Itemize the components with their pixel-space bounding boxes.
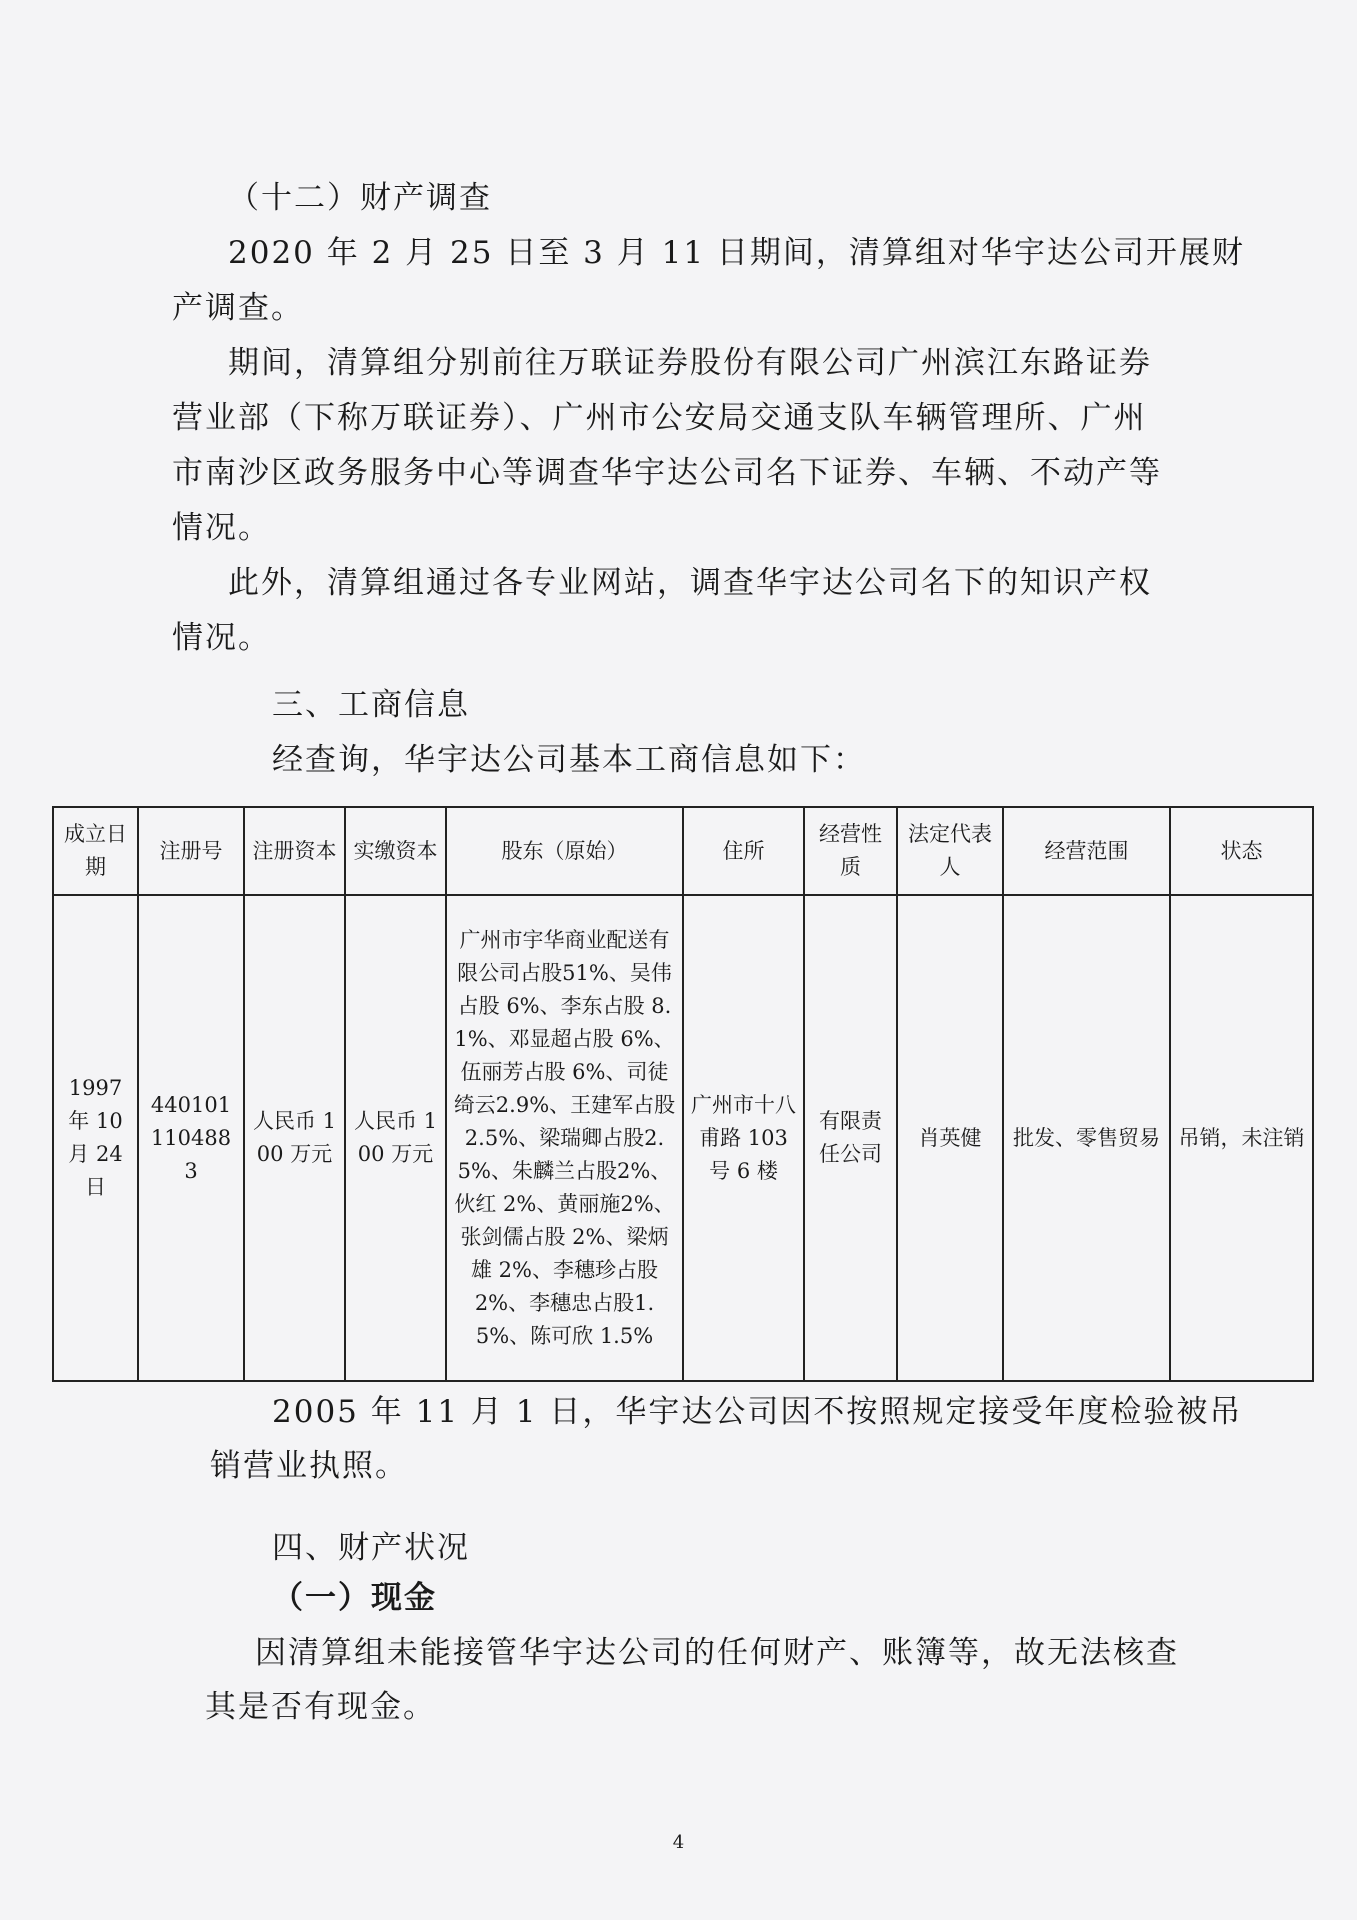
- header-paid-capital: 实缴资本: [345, 807, 446, 895]
- header-legal-rep: 法定代表人: [897, 807, 1003, 895]
- cell-legal-rep: 肖英健: [897, 895, 1003, 1381]
- paragraph-line: 销营业执照。: [210, 1448, 408, 1484]
- header-shareholders: 股东（原始）: [446, 807, 683, 895]
- page-number: 4: [672, 1832, 685, 1853]
- paragraph-line: 市南沙区政务服务中心等调查华宇达公司名下证券、车辆、不动产等: [172, 455, 1162, 491]
- section-4-heading: 四、财产状况: [272, 1530, 470, 1566]
- section-12-heading: （十二）财产调查: [228, 180, 492, 216]
- cell-reg-capital: 人民币 100 万元: [244, 895, 345, 1381]
- paragraph-line: 因清算组未能接管华宇达公司的任何财产、账簿等，故无法核查: [255, 1635, 1179, 1671]
- paragraph-line: 期间，清算组分别前往万联证券股份有限公司广州滨江东路证券: [228, 345, 1152, 381]
- cell-scope: 批发、零售贸易: [1003, 895, 1170, 1381]
- cell-reg-no: 440101110488 3: [138, 895, 244, 1381]
- cell-nature: 有限责任公司: [804, 895, 897, 1381]
- header-reg-no: 注册号: [138, 807, 244, 895]
- business-info-table: [52, 806, 1314, 1382]
- header-address: 住所: [683, 807, 804, 895]
- table-intro: 经查询，华宇达公司基本工商信息如下：: [272, 742, 866, 778]
- cell-address: 广州市十八甫路 103 号 6 楼: [683, 895, 804, 1381]
- paragraph-line: 情况。: [172, 510, 271, 546]
- paragraph-line: 2005 年 11 月 1 日，华宇达公司因不按照规定接受年度检验被吊: [272, 1394, 1243, 1430]
- paragraph-line: 情况。: [172, 620, 271, 656]
- paragraph-line: 营业部（下称万联证券）、广州市公安局交通支队车辆管理所、广州: [172, 400, 1147, 436]
- header-established-date: 成立日期: [53, 807, 138, 895]
- paragraph-line: 此外，清算组通过各专业网站，调查华宇达公司名下的知识产权: [228, 565, 1152, 601]
- header-reg-capital: 注册资本: [244, 807, 345, 895]
- paragraph-line: 2020 年 2 月 25 日至 3 月 11 日期间，清算组对华宇达公司开展财: [228, 235, 1245, 271]
- table-header-row: [53, 807, 1313, 895]
- header-status: 状态: [1170, 807, 1313, 895]
- header-scope: 经营范围: [1003, 807, 1170, 895]
- cell-paid-capital: 人民币 100 万元: [345, 895, 446, 1381]
- paragraph-line: 产调查。: [172, 290, 304, 326]
- table-row: [53, 895, 1313, 1381]
- cell-shareholders: 广州市宇华商业配送有限公司占股51%、吴伟占股 6%、李东占股 8.1%、邓显超占股 6%、伍丽芳占股 6%、司徒绮云2.9%、王建军占股2.5%、梁瑞卿占股2.5%、朱麟兰占股2%、伙红 2%、黄丽施2%、张剑儒占股 2%、梁炳雄 2%、李穗珍占股 2%、李穗忠占股1.5%、陈可欣 1.5%: [446, 895, 683, 1381]
- header-nature: 经营性质: [804, 807, 897, 895]
- section-3-heading: 三、工商信息: [272, 687, 470, 723]
- cell-status: 吊销，未注销: [1170, 895, 1313, 1381]
- paragraph-line: 其是否有现金。: [205, 1689, 436, 1725]
- cell-established-date: 1997 年 10 月 24 日: [53, 895, 138, 1381]
- subsection-cash-heading: （一）现金: [272, 1580, 437, 1616]
